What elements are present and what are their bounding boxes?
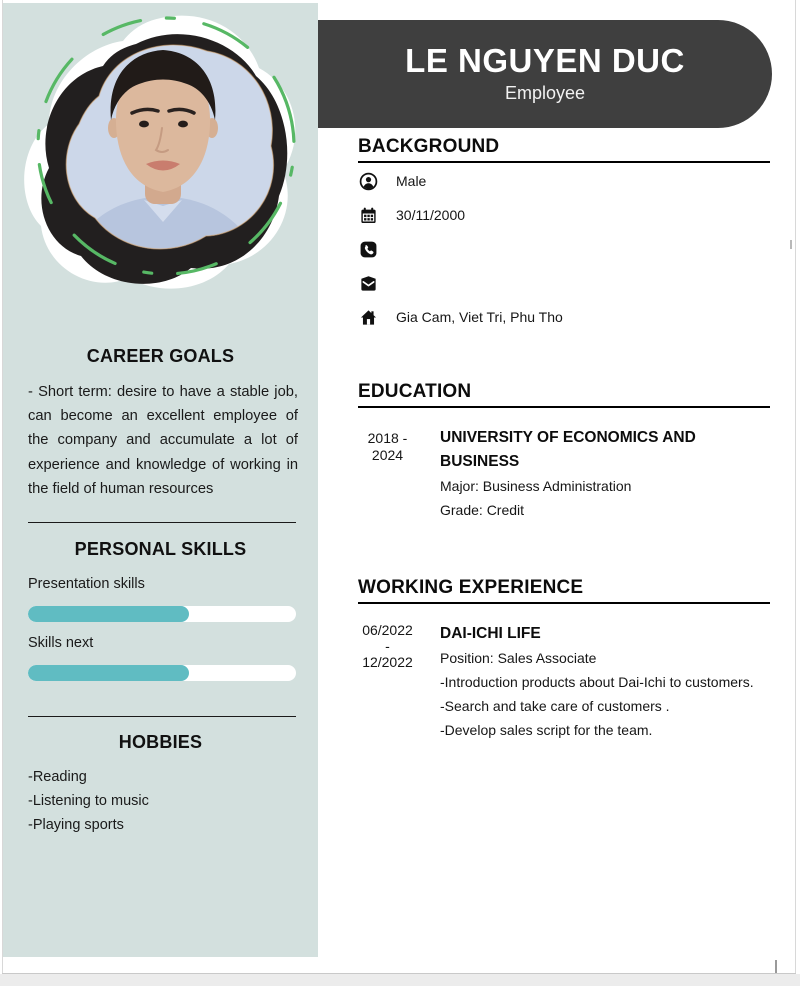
redacted-phone-artifact — [790, 240, 792, 249]
company-name: DAI-ICHI LIFE — [440, 625, 541, 642]
experience-detail: -Introduction products about Dai-Ichi to customers. — [440, 674, 754, 690]
background-row-phone — [358, 232, 770, 266]
experience-entry-body — [440, 622, 760, 742]
background-heading: BACKGROUND — [358, 136, 770, 163]
education-entry-body — [440, 426, 760, 522]
person-job-title: Employee — [504, 83, 586, 103]
page-gap — [0, 974, 800, 986]
home-icon — [358, 307, 378, 327]
skill-progress-fill — [28, 606, 189, 622]
sidebar — [3, 3, 318, 957]
background-rows — [358, 164, 770, 334]
experience-period — [358, 622, 417, 742]
education-entry — [358, 426, 770, 522]
page-border-right — [795, 0, 796, 973]
experience-detail: Position: Sales Associate — [440, 650, 597, 666]
background-row-email — [358, 266, 770, 300]
education-detail: Grade: Credit — [440, 502, 525, 518]
career-goals-heading: CAREER GOALS — [86, 346, 235, 366]
personal-skills-heading: PERSONAL SKILLS — [74, 539, 247, 559]
background-row-birthdate — [358, 198, 770, 232]
calendar-icon — [358, 205, 378, 225]
experience-detail: -Search and take care of customers . — [440, 698, 670, 714]
skill-label: Presentation skills — [28, 576, 145, 592]
hobby-item: -Listening to music — [28, 793, 149, 809]
education-period-line: 2018 - — [367, 430, 408, 446]
sidebar-divider — [28, 522, 296, 523]
hobbies-list — [28, 765, 149, 837]
career-goals-text: - Short term: desire to have a stable job, can become an excellent employee of the company and accumulate a lot of experience and knowledge of working in the field of human resources — [28, 384, 298, 497]
education-period — [358, 426, 417, 522]
email-icon — [358, 273, 378, 293]
person-name: LE NGUYEN DUC — [405, 42, 685, 79]
experience-detail: -Develop sales script for the team. — [440, 722, 653, 738]
phone-icon — [358, 239, 378, 259]
experience-heading: WORKING EXPERIENCE — [358, 577, 770, 604]
hobbies-heading: HOBBIES — [118, 732, 203, 752]
education-period-line: 2024 — [371, 447, 404, 463]
birthdate-value: 30/11/2000 — [396, 207, 466, 223]
background-row-address — [358, 300, 770, 334]
hobby-item: -Playing sports — [28, 817, 124, 833]
experience-period-separator: - — [385, 638, 390, 654]
gender-value: Male — [396, 173, 427, 189]
experience-period-start: 06/2022 — [362, 622, 413, 638]
school-name: UNIVERSITY OF ECONOMICS AND BUSINESS — [440, 429, 696, 470]
sidebar-divider — [28, 716, 296, 717]
skill-progress-bar — [28, 606, 296, 622]
skill-label: Skills next — [28, 635, 94, 651]
page-border-left — [2, 0, 3, 973]
skill-progress-bar — [28, 665, 296, 681]
profile-photo-illustration — [11, 6, 311, 306]
background-row-gender — [358, 164, 770, 198]
education-heading: EDUCATION — [358, 381, 770, 408]
address-value: Gia Cam, Viet Tri, Phu Tho — [396, 309, 563, 325]
experience-period-end: 12/2022 — [362, 654, 413, 670]
education-detail: Major: Business Administration — [440, 478, 632, 494]
experience-entry — [358, 622, 770, 742]
profile-photo — [11, 6, 311, 306]
person-icon — [358, 171, 378, 191]
text-cursor — [775, 960, 777, 973]
name-banner — [318, 20, 772, 128]
hobby-item: -Reading — [28, 769, 87, 785]
skill-progress-fill — [28, 665, 189, 681]
main-content — [318, 0, 795, 973]
